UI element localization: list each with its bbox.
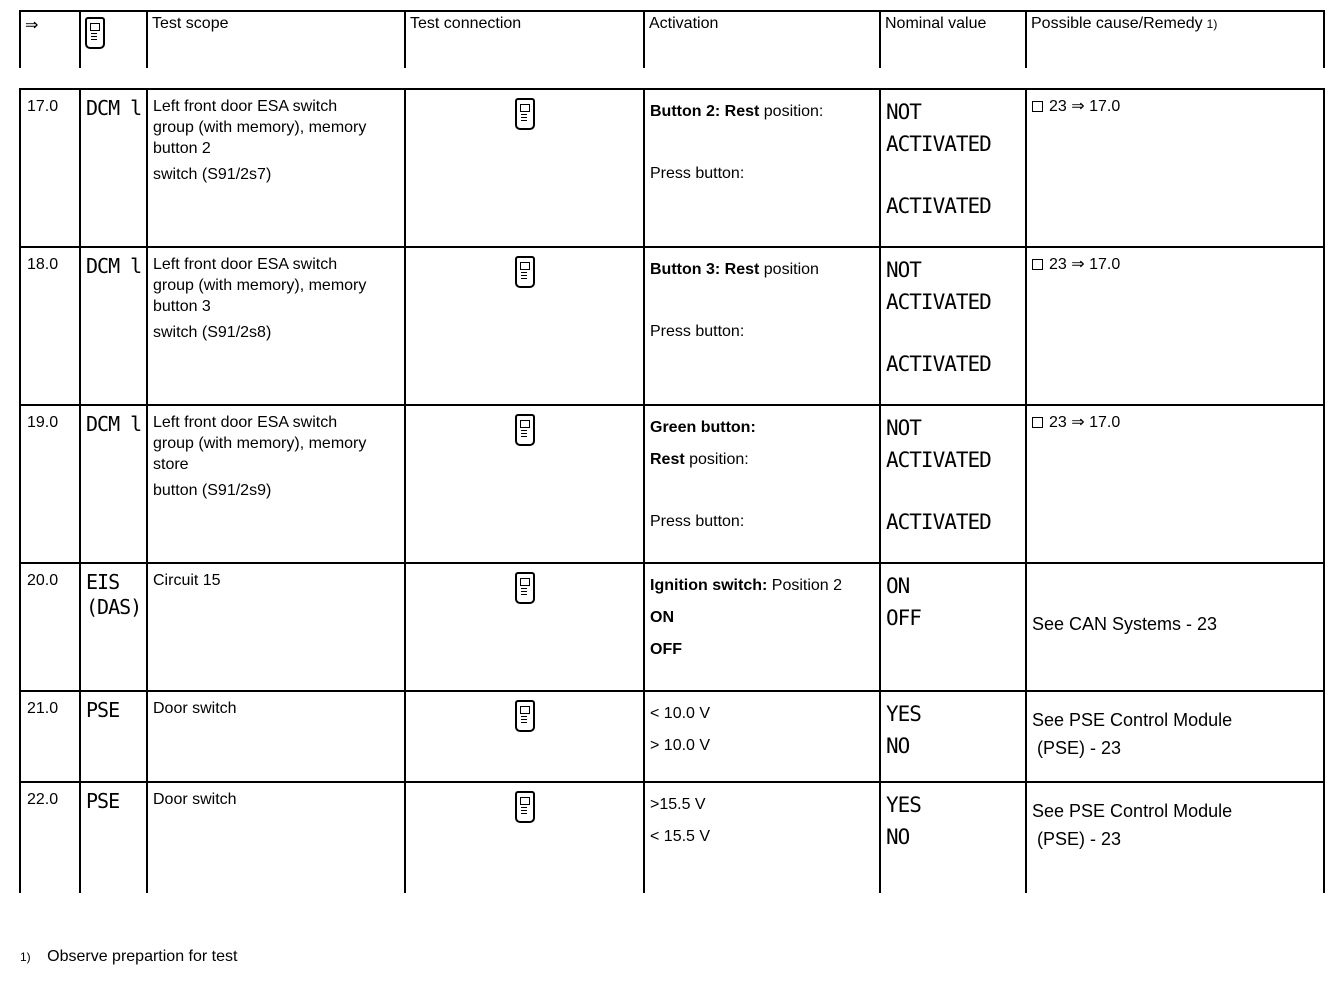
nominal-value: ACTIVATED (886, 132, 991, 156)
nominal-value: NO (886, 825, 910, 849)
table-row (20, 691, 1324, 782)
test-connection-cell (405, 563, 644, 691)
nominal-value: ACTIVATED (886, 290, 991, 314)
test-table (19, 88, 1325, 893)
test-connection-cell (405, 691, 644, 782)
scope-line: button 3 (153, 298, 211, 315)
nominal-value-cell (880, 247, 1026, 405)
test-connection-cell (405, 405, 644, 563)
nominal-value: YES (886, 793, 921, 817)
remedy-ref: 23 ⇒ 17.0 (1049, 98, 1121, 115)
tester-icon (515, 256, 535, 288)
device-cell (80, 563, 147, 691)
scope-line: Door switch (153, 791, 237, 808)
activation-line: < 10.0 V (650, 705, 711, 722)
scope-line: switch (S91/2s8) (153, 324, 272, 341)
nominal-value-cell (880, 405, 1026, 563)
remedy-cell (1026, 405, 1324, 563)
activation-cell (644, 405, 880, 563)
device-cell (80, 691, 147, 782)
header-table (19, 10, 1325, 68)
tester-icon (515, 791, 535, 823)
scope-line: Left front door ESA switch (153, 256, 338, 273)
nominal-value-cell (880, 691, 1026, 782)
activation-line: ON (650, 609, 674, 626)
test-number: 21.0 (20, 691, 80, 782)
activation-line: Ignition switch: Position 2 (650, 577, 843, 594)
tester-icon (515, 98, 535, 130)
activation-line: Press button: (650, 165, 745, 182)
test-scope-cell (147, 89, 405, 247)
scope-line: Left front door ESA switch (153, 98, 338, 115)
tester-icon (85, 17, 105, 49)
activation-line: Green button: (650, 419, 756, 436)
test-number: 22.0 (20, 782, 80, 893)
remedy-text: (PSE) - 23 (1032, 738, 1122, 758)
table-row (20, 89, 1324, 247)
nominal-value: ACTIVATED (886, 510, 991, 534)
scope-line: Circuit 15 (153, 572, 221, 589)
scope-line: group (with memory), memory (153, 277, 367, 294)
nominal-value-cell (880, 782, 1026, 893)
device-code: PSE (86, 698, 120, 722)
remedy-cell (1026, 563, 1324, 691)
activation-line: Press button: (650, 323, 745, 340)
activation-cell (644, 563, 880, 691)
checkbox-icon (1032, 101, 1043, 112)
nominal-value: NOT (886, 258, 921, 282)
device-code: EIS (86, 570, 120, 594)
footnote-text: Observe prepartion for test (47, 948, 238, 965)
test-number: 17.0 (20, 89, 80, 247)
scope-line: group (with memory), memory (153, 435, 367, 452)
remedy-cell (1026, 691, 1324, 782)
nominal-value: ON (886, 574, 910, 598)
scope-line: store (153, 456, 189, 473)
device-cell (80, 405, 147, 563)
nominal-value: OFF (886, 606, 921, 630)
table-row (20, 247, 1324, 405)
activation-line: < 15.5 V (650, 828, 711, 845)
activation-line: > 10.0 V (650, 737, 711, 754)
checkbox-icon (1032, 417, 1043, 428)
header-arrow: ⇒ (20, 11, 80, 68)
device-cell (80, 89, 147, 247)
footnote-number: 1) (20, 950, 31, 964)
scope-line: Door switch (153, 700, 237, 717)
nominal-value: ACTIVATED (886, 352, 991, 376)
remedy-ref: 23 ⇒ 17.0 (1049, 414, 1121, 431)
test-scope-cell (147, 405, 405, 563)
header-row (20, 11, 1324, 68)
activation-cell (644, 691, 880, 782)
nominal-value-cell (880, 89, 1026, 247)
test-connection-cell (405, 247, 644, 405)
nominal-value: ACTIVATED (886, 448, 991, 472)
header-test-connection: Test connection (405, 11, 644, 68)
device-code-alt: (DAS) (86, 595, 142, 619)
device-code: DCM l (86, 412, 142, 436)
table-row (20, 782, 1324, 893)
header-test-scope: Test scope (147, 11, 405, 68)
activation-line: Rest position: (650, 451, 749, 468)
device-code: DCM l (86, 254, 142, 278)
device-cell (80, 247, 147, 405)
test-scope-cell (147, 247, 405, 405)
table-row (20, 405, 1324, 563)
remedy-text: See PSE Control Module (1032, 801, 1233, 821)
test-connection-cell (405, 89, 644, 247)
scope-line: switch (S91/2s7) (153, 166, 272, 183)
activation-line: Button 2: Rest position: (650, 103, 824, 120)
test-connection-cell (405, 782, 644, 893)
remedy-cell (1026, 782, 1324, 893)
tester-icon (515, 700, 535, 732)
nominal-value-cell (880, 563, 1026, 691)
test-number: 20.0 (20, 563, 80, 691)
footnote-ref: 1) (1206, 17, 1218, 31)
remedy-cell (1026, 89, 1324, 247)
scope-line: button (S91/2s9) (153, 482, 272, 499)
device-code: PSE (86, 789, 120, 813)
remedy-cell (1026, 247, 1324, 405)
nominal-value: NO (886, 734, 910, 758)
test-number: 18.0 (20, 247, 80, 405)
table-row (20, 563, 1324, 691)
remedy-ref: 23 ⇒ 17.0 (1049, 256, 1121, 273)
header-icon-cell (80, 11, 147, 68)
activation-line: Button 3: Rest position (650, 261, 819, 278)
scope-line: group (with memory), memory (153, 119, 367, 136)
test-scope-cell (147, 563, 405, 691)
scope-line: button 2 (153, 140, 211, 157)
activation-line: Press button: (650, 513, 745, 530)
scope-line: Left front door ESA switch (153, 414, 338, 431)
nominal-value: NOT (886, 416, 921, 440)
nominal-value: YES (886, 702, 921, 726)
activation-cell (644, 89, 880, 247)
tester-icon (515, 414, 535, 446)
header-nominal-value: Nominal value (880, 11, 1026, 68)
test-scope-cell (147, 782, 405, 893)
header-activation: Activation (644, 11, 880, 68)
nominal-value: ACTIVATED (886, 194, 991, 218)
remedy-text: See CAN Systems - 23 (1032, 614, 1218, 634)
header-remedy (1026, 11, 1324, 68)
device-cell (80, 782, 147, 893)
tester-icon (515, 572, 535, 604)
test-number: 19.0 (20, 405, 80, 563)
remedy-text: See PSE Control Module (1032, 710, 1233, 730)
activation-line: >15.5 V (650, 796, 706, 813)
remedy-text: (PSE) - 23 (1032, 829, 1122, 849)
activation-cell (644, 247, 880, 405)
device-code: DCM l (86, 96, 142, 120)
nominal-value: NOT (886, 100, 921, 124)
activation-cell (644, 782, 880, 893)
checkbox-icon (1032, 259, 1043, 270)
activation-line: OFF (650, 641, 682, 658)
test-scope-cell (147, 691, 405, 782)
header-remedy-label: Possible cause/Remedy (1031, 15, 1203, 32)
footnote (20, 948, 237, 966)
